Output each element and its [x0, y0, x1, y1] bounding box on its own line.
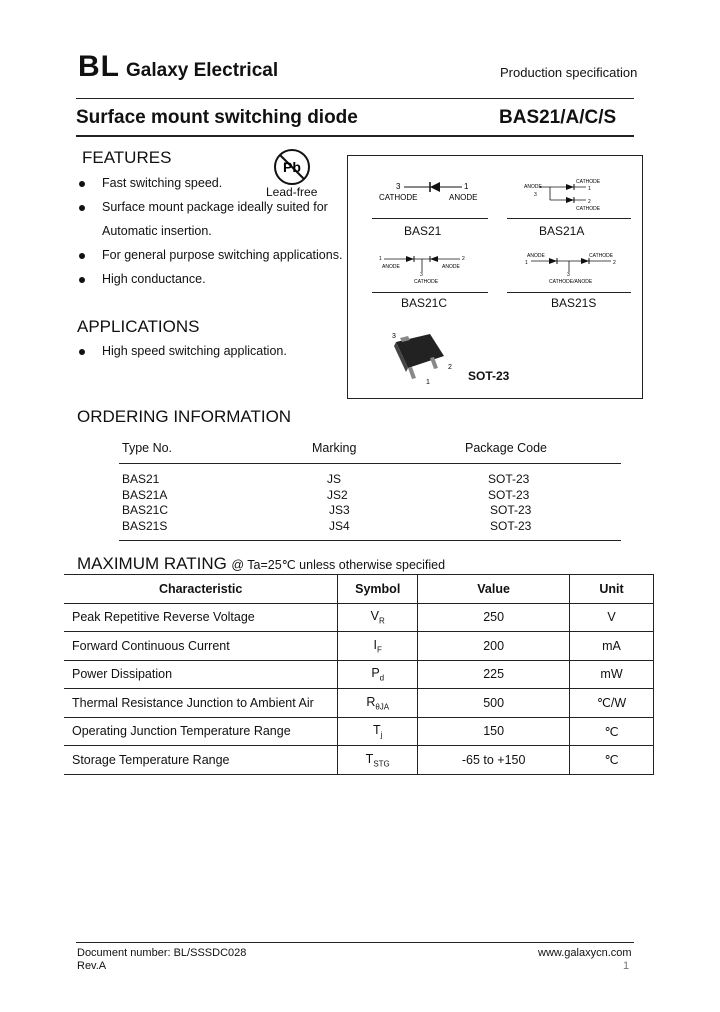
bullet-icon: [79, 253, 85, 259]
bas21s-label: BAS21S: [551, 296, 597, 310]
cell-value: 500: [418, 689, 570, 718]
bas21a-label: BAS21A: [539, 224, 585, 238]
svg-text:CATHODE/ANODE: CATHODE/ANODE: [549, 279, 593, 285]
feature-item: Fast switching speed.: [102, 176, 223, 190]
ordering-col-type: Type No.: [122, 441, 173, 455]
cell-symbol: $T_{STG}$: [338, 746, 418, 775]
cell-unit: V: [570, 603, 654, 632]
page-title: Surface mount switching diode: [76, 107, 358, 128]
ordering-heading: ORDERING INFORMATION: [77, 407, 292, 426]
bas21s-schematic: [523, 250, 623, 286]
bullet-icon: [79, 181, 85, 187]
max-rating-condition: @ Ta=25℃ unless otherwise specified: [231, 558, 446, 572]
cell-symbol: $P_d$: [338, 660, 418, 689]
ordering-cell: SOT-23: [488, 472, 530, 486]
ordering-cell: BAS21C: [122, 503, 169, 517]
cathode-label: CATHODE: [379, 193, 418, 202]
diagram-separator: [372, 292, 488, 293]
svg-text:ANODE: ANODE: [524, 184, 542, 190]
company-logo: BL: [78, 50, 120, 83]
diagram-separator: [507, 292, 631, 293]
website-link[interactable]: www.galaxycn.com: [538, 947, 632, 959]
col-symbol: Symbol: [338, 575, 418, 604]
ordering-cell: BAS21: [122, 472, 160, 486]
svg-text:CATHODE: CATHODE: [589, 253, 614, 259]
ordering-cell: JS2: [327, 488, 348, 502]
max-rating-heading: MAXIMUM RATING: [77, 554, 227, 573]
cell-value: 150: [418, 717, 570, 746]
col-value: Value: [418, 575, 570, 604]
max-rating-heading-row: [77, 554, 445, 574]
ordering-cell: JS3: [329, 503, 350, 517]
lead-free-icon: [272, 147, 312, 187]
ordering-divider: [119, 540, 621, 541]
bullet-icon: [79, 205, 85, 211]
application-item: High speed switching application.: [102, 344, 287, 358]
svg-text:3: 3: [567, 272, 570, 278]
table-row: [64, 632, 654, 661]
cell-characteristic: Storage Temperature Range: [64, 746, 338, 775]
features-heading: FEATURES: [82, 148, 172, 167]
ordering-cell: SOT-23: [490, 503, 532, 517]
feature-item: High conductance.: [102, 272, 206, 286]
table-row: [64, 717, 654, 746]
ordering-cell: BAS21S: [122, 519, 168, 533]
title-divider: [76, 135, 634, 137]
feature-item: Surface mount package ideally suited for: [102, 200, 328, 214]
bas21c-schematic: [376, 250, 471, 286]
cell-characteristic: Thermal Resistance Junction to Ambient Air: [64, 689, 338, 718]
svg-text:1: 1: [525, 260, 528, 266]
cell-symbol: $I_F$: [338, 632, 418, 661]
svg-text:ANODE: ANODE: [382, 264, 400, 270]
cell-symbol: $V_R$: [338, 603, 418, 632]
svg-text:ANODE: ANODE: [442, 264, 460, 270]
bullet-icon: [79, 277, 85, 283]
revision: Rev.A: [77, 960, 107, 972]
feature-item: Automatic insertion.: [102, 224, 212, 238]
ordering-cell: SOT-23: [488, 488, 530, 502]
part-number: BAS21/A/C/S: [499, 107, 617, 128]
cell-value: -65 to +150: [418, 746, 570, 775]
company-name: Galaxy Electrical: [126, 60, 279, 81]
cell-value: 225: [418, 660, 570, 689]
cell-unit: mA: [570, 632, 654, 661]
lead-free-label: Lead-free: [266, 185, 318, 199]
cell-symbol: $T_j$: [338, 717, 418, 746]
bas21c-label: BAS21C: [401, 296, 448, 310]
svg-text:2: 2: [462, 256, 465, 262]
diagram-separator: [372, 218, 488, 219]
svg-text:3: 3: [420, 272, 423, 278]
pb-label: Pb: [283, 159, 301, 175]
svg-text:1: 1: [426, 379, 430, 386]
spec-label: Production specification: [500, 65, 638, 80]
cell-characteristic: Peak Repetitive Reverse Voltage: [64, 603, 338, 632]
page-number: 1: [623, 960, 630, 972]
svg-text:2: 2: [588, 199, 591, 205]
doc-number: Document number: BL/SSSDC028: [77, 947, 247, 959]
table-row: [64, 689, 654, 718]
header-divider: [76, 98, 634, 99]
table-row: [64, 746, 654, 775]
svg-text:ANODE: ANODE: [527, 253, 545, 259]
svg-text:2: 2: [613, 260, 616, 266]
cell-unit: ℃: [570, 717, 654, 746]
svg-text:CATHODE: CATHODE: [576, 206, 601, 212]
anode-label: ANODE: [449, 193, 478, 202]
bas21-schematic: [372, 176, 497, 206]
cell-characteristic: Operating Junction Temperature Range: [64, 717, 338, 746]
ordering-cell: SOT-23: [490, 519, 532, 533]
svg-text:3: 3: [534, 192, 537, 198]
svg-text:2: 2: [448, 364, 452, 371]
ordering-cell: BAS21A: [122, 488, 168, 502]
cell-unit: mW: [570, 660, 654, 689]
svg-text:1: 1: [588, 186, 591, 192]
ordering-col-marking: Marking: [312, 441, 357, 455]
col-characteristic: Characteristic: [64, 575, 338, 604]
max-rating-table: [64, 574, 654, 775]
svg-text:CATHODE: CATHODE: [576, 179, 601, 185]
applications-heading: APPLICATIONS: [77, 317, 200, 336]
cell-symbol: $R_{\theta JA}$: [338, 689, 418, 718]
diagram-separator: [507, 218, 631, 219]
cell-value: 200: [418, 632, 570, 661]
cell-unit: ℃: [570, 746, 654, 775]
table-header-row: [64, 575, 654, 604]
bas21a-schematic: [520, 176, 630, 212]
ordering-cell: JS: [327, 472, 342, 486]
diode-icon: [430, 182, 440, 192]
pin-label: 3: [396, 182, 401, 191]
pin-label: 1: [464, 182, 469, 191]
cell-value: 250: [418, 603, 570, 632]
bullet-icon: [79, 349, 85, 355]
table-row: [64, 660, 654, 689]
svg-text:3: 3: [392, 333, 396, 340]
sot23-package-icon: [378, 326, 468, 390]
svg-text:CATHODE: CATHODE: [414, 279, 439, 285]
ordering-col-package: Package Code: [465, 441, 548, 455]
ordering-cell: JS4: [329, 519, 350, 533]
footer-divider: [76, 942, 634, 943]
ordering-divider: [119, 463, 621, 464]
col-unit: Unit: [570, 575, 654, 604]
cell-characteristic: Forward Continuous Current: [64, 632, 338, 661]
cell-unit: ℃/W: [570, 689, 654, 718]
svg-text:1: 1: [379, 256, 382, 262]
table-row: [64, 603, 654, 632]
feature-item: For general purpose switching applications.: [102, 248, 343, 262]
cell-characteristic: Power Dissipation: [64, 660, 338, 689]
bas21-label: BAS21: [404, 224, 442, 238]
package-label: SOT-23: [468, 369, 510, 383]
